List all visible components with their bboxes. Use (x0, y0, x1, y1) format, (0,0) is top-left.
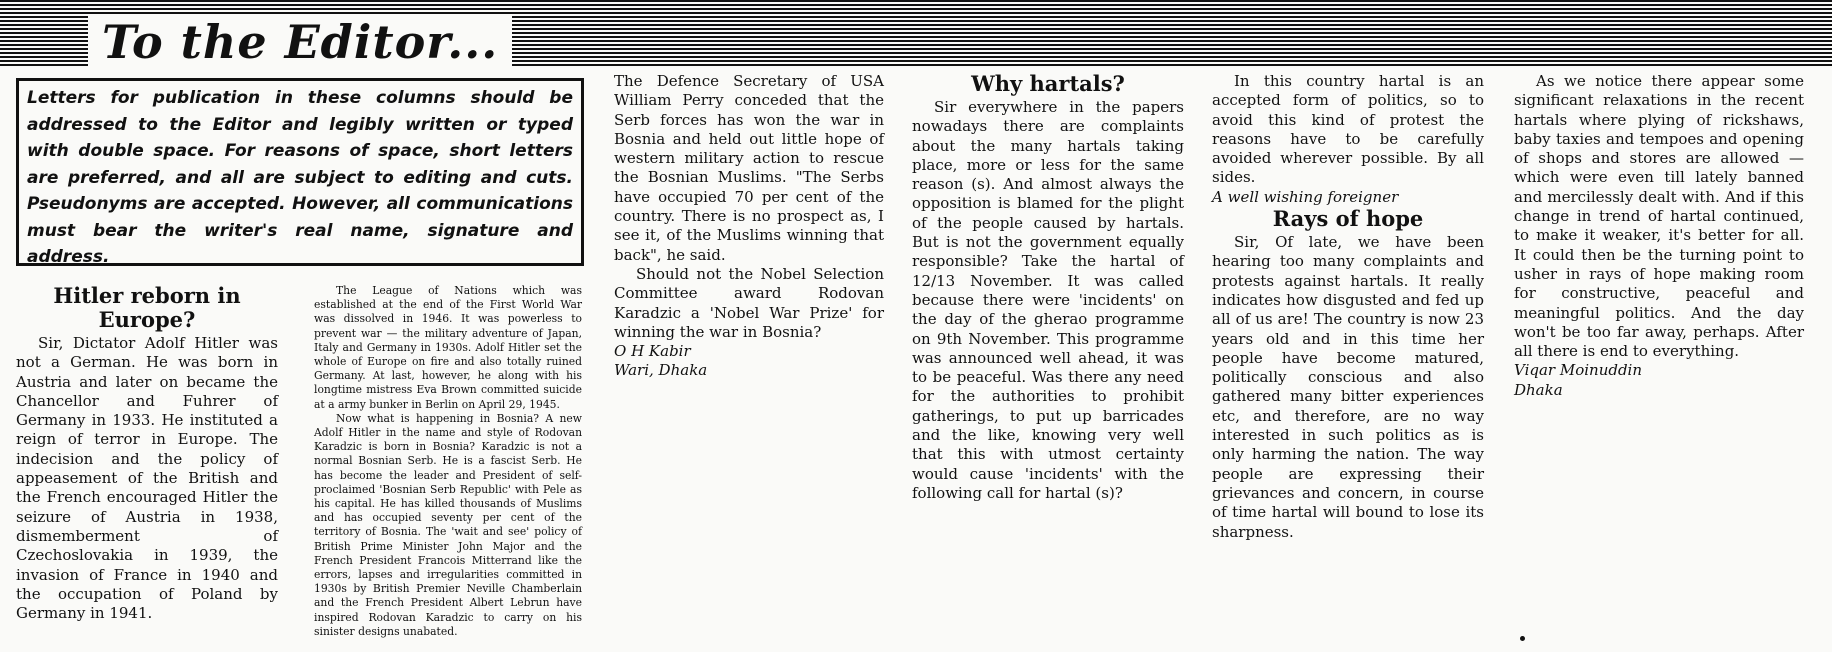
letter-paragraph: As we notice there appear some significant relaxations in the recent hartals where plying of rickshaws, baby taxies and tempoes and opening of shops and stores are allowed — which were even till lately banned and mercilessly dealt with. And if this change in trend of hartal continued, to make it weaker, it's better for all. It could then be the turning point to usher in rays of hope making room for constructive, peaceful and meaningful politics. And the day won't be too far away, perhaps. After all there is end to everything. (1514, 72, 1804, 361)
column-6 (1514, 72, 1804, 400)
column-4 (912, 72, 1184, 503)
letter-paragraph: The Defence Secretary of USA William Perry conceded that the Serb forces has won the war in Bosnia and held out little hope of western military action to rescue the Bosnian Muslims. "The Serbs have occupied 70 per cent of the country. There is no prospect as, I see it, of the Muslims winning that back", he said. (614, 72, 884, 264)
column-1 (16, 284, 278, 623)
letter-heading-hitler: Hitler reborn in Europe? (53, 283, 241, 332)
letter-paragraph: In this country hartal is an accepted form of politics, so to avoid this kind of protest the reasons have to be carefully avoided wherever possible. By all sides. (1212, 72, 1484, 187)
letter-paragraph: Should not the Nobel Selection Committee award Rodovan Karadzic a 'Nobel War Prize' for winning the war in Bosnia? (614, 264, 884, 341)
ink-dot (1520, 636, 1525, 641)
letter-paragraph: Sir, Dictator Adolf Hitler was not a German. He was born in Austria and later on became the Chancellor and Fuhrer of Germany in 1933. He instituted a reign of terror in Europe. The indecision and the policy of appeasement of the British and the French encouraged Hitler the seizure of Austria in 1938, dismemberment of Czechoslovakia in 1939, the invasion of France in 1940 and the occupation of Poland by Germany in 1941. (16, 334, 278, 623)
column-3 (614, 72, 884, 381)
letter-heading-hartals: Why hartals? (971, 71, 1125, 96)
letter-heading-hope: Rays of hope (1272, 206, 1424, 232)
letter-signature-place: Wari, Dhaka (614, 361, 708, 380)
section-title: To the Editor... (88, 16, 512, 68)
letter-signature-name: Viqar Moinuddin (1514, 361, 1643, 380)
letter-paragraph: The League of Nations which was established at the end of the First World War was dissolved in 1946. It was powerless to prevent war — the military adventure of Japan, Italy and Germany in 1930s. Adolf Hitler set the whole of Europe on fire and also totally ruined Germany. At last, however, he along with his longtime mistress Eva Brown committed suicide at a army bunker in Berlin on April 29, 1945. (314, 284, 582, 411)
letter-signature-place: Dhaka (1514, 380, 1563, 399)
submission-notice: Letters for publication in these columns should be addressed to the Editor and legibly written or typed with double space. For reasons of space, short letters are preferred, and all are subject to editing and cuts. Pseudonyms are accepted. However, all communications must bear the writer's real name, signature and address. (16, 78, 584, 266)
column-5 (1212, 72, 1484, 542)
column-2 (314, 284, 582, 639)
letter-signature-name: O H Kabir (614, 342, 691, 361)
letter-paragraph: Now what is happening in Bosnia? A new Adolf Hitler in the name and style of Rodovan Karadzic is born in Bosnia? Karadzic is not a normal Bosnian Serb. He is a fascist Serb. He has become the leader and President of self-proclaimed 'Bosnian Serb Republic' with Pele as his capital. He has killed thousands of Muslims and has occupied seventy per cent of the territory of Bosnia. The 'wait and see' policy of British Prime Minister John Major and the French President Francois Mitterrand like the errors, lapses and irregularities committed in 1930s by British Premier Neville Chamberlain and the French President Albert Lebrun have inspired Rodovan Karadzic to carry on his sinister designs unabated. (314, 411, 582, 638)
letter-paragraph: Sir, Of late, we have been hearing too many complaints and protests against hartals. It really indicates how disgusted and fed up all of us are! The country is now 23 years old and in this time her people have become matured, politically conscious and also gathered many bitter experiences etc, and therefore, are no way interested in such politics as is only harming the nation. The way people are expressing their grievances and concern, in course of time hartal will bound to lose its sharpness. (1212, 233, 1484, 541)
letter-signature: A well wishing foreigner (1212, 187, 1399, 206)
letter-paragraph: Sir everywhere in the papers nowadays there are complaints about the many hartals taking place, more or less for the same reason (s). And almost always the opposition is blamed for the plight of the people caused by hartals. But is not the government equally responsible? Take the hartal of 12/13 November. It was called because there were 'incidents' on the day of the gherao programme on 9th November. This programme was announced well ahead, it was to be peaceful. Was there any need for the authorities to prohibit gatherings, to put up barricades and the like, knowing very well that this with utmost certainty would cause 'incidents' with the following call for hartal (s)? (912, 98, 1184, 502)
